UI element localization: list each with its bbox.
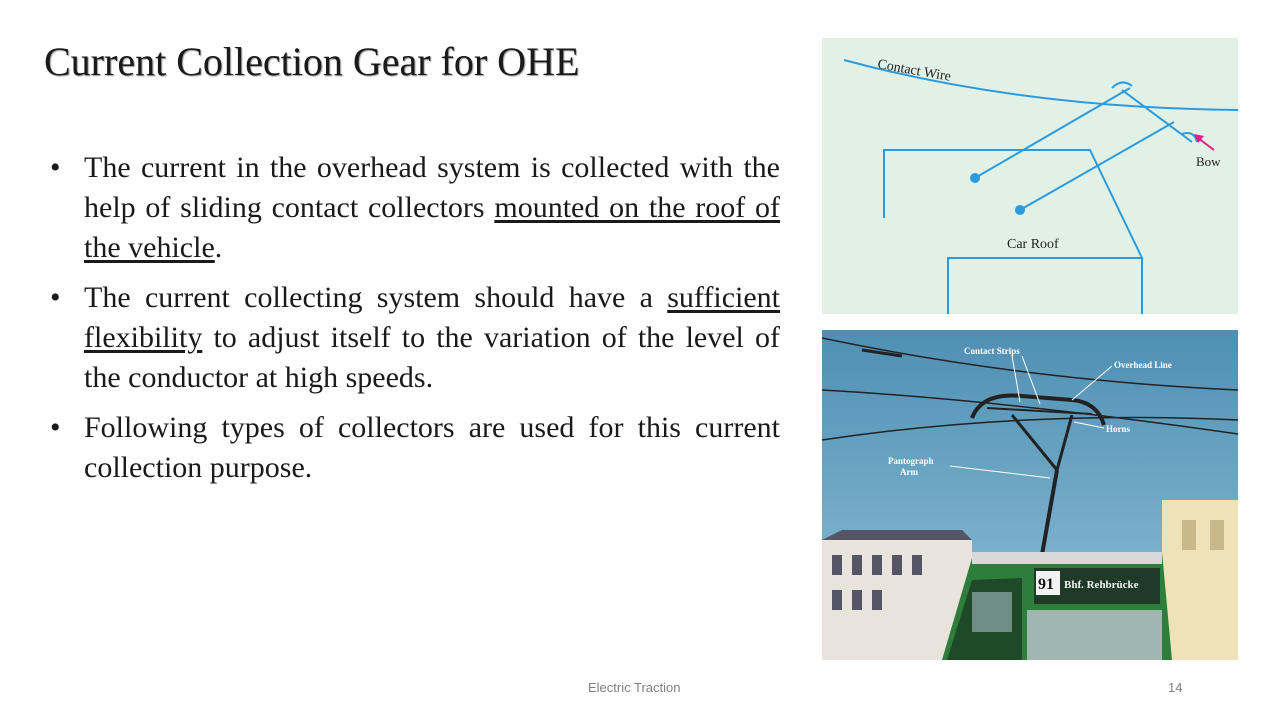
tram-photo — [822, 330, 1238, 660]
bow-label: Bow — [1196, 154, 1221, 169]
bow-horn — [1112, 82, 1132, 88]
building-right — [1162, 500, 1238, 660]
bullet-item: • Following types of collectors are used for this current collection purpose. — [50, 408, 780, 488]
bullet-item: • The current collecting system should have a sufficient flexibility to adjust itself to the variation of the level of the conductor at high speeds. — [50, 278, 780, 398]
route-number: 91 — [1038, 576, 1054, 593]
bullet-icon: • — [50, 281, 61, 314]
pivot-point — [970, 173, 980, 183]
bullet-icon: • — [50, 151, 61, 184]
bullet-list — [50, 148, 780, 498]
pantograph-arm-rear — [1020, 122, 1174, 210]
horns-label: Horns — [1106, 424, 1131, 434]
car-roof-label: Car Roof — [1007, 237, 1059, 252]
contact-strips-label: Contact Strips — [964, 346, 1020, 356]
car-roof-outline — [884, 150, 1142, 314]
pantograph-diagram — [822, 38, 1238, 314]
tram-roof — [972, 552, 1162, 564]
pivot-point — [1015, 205, 1025, 215]
tram-windscreen — [1027, 610, 1162, 660]
destination-text: Bhf. Rehbrücke — [1064, 579, 1139, 591]
footer-title: Electric Traction — [588, 680, 681, 695]
pantograph-label: Pantograph — [888, 456, 934, 466]
arm-label: Arm — [900, 467, 918, 477]
overhead-line-label: Overhead Line — [1114, 360, 1172, 370]
contact-wire-label: Contact Wire — [876, 57, 953, 85]
building-roof — [822, 530, 972, 540]
tram-photo-svg — [822, 330, 1238, 660]
slide-title: Current Collection Gear for OHE — [44, 39, 580, 84]
page-number: 14 — [1168, 680, 1183, 695]
bullet-item: • The current in the overhead system is collected with the help of sliding contact collectors mounted on the roof of the vehicle. — [50, 148, 780, 268]
pantograph-diagram-svg — [822, 38, 1238, 314]
pantograph-arm-front — [975, 88, 1130, 178]
bullet-icon: • — [50, 411, 61, 444]
bow-bar — [1122, 90, 1192, 142]
